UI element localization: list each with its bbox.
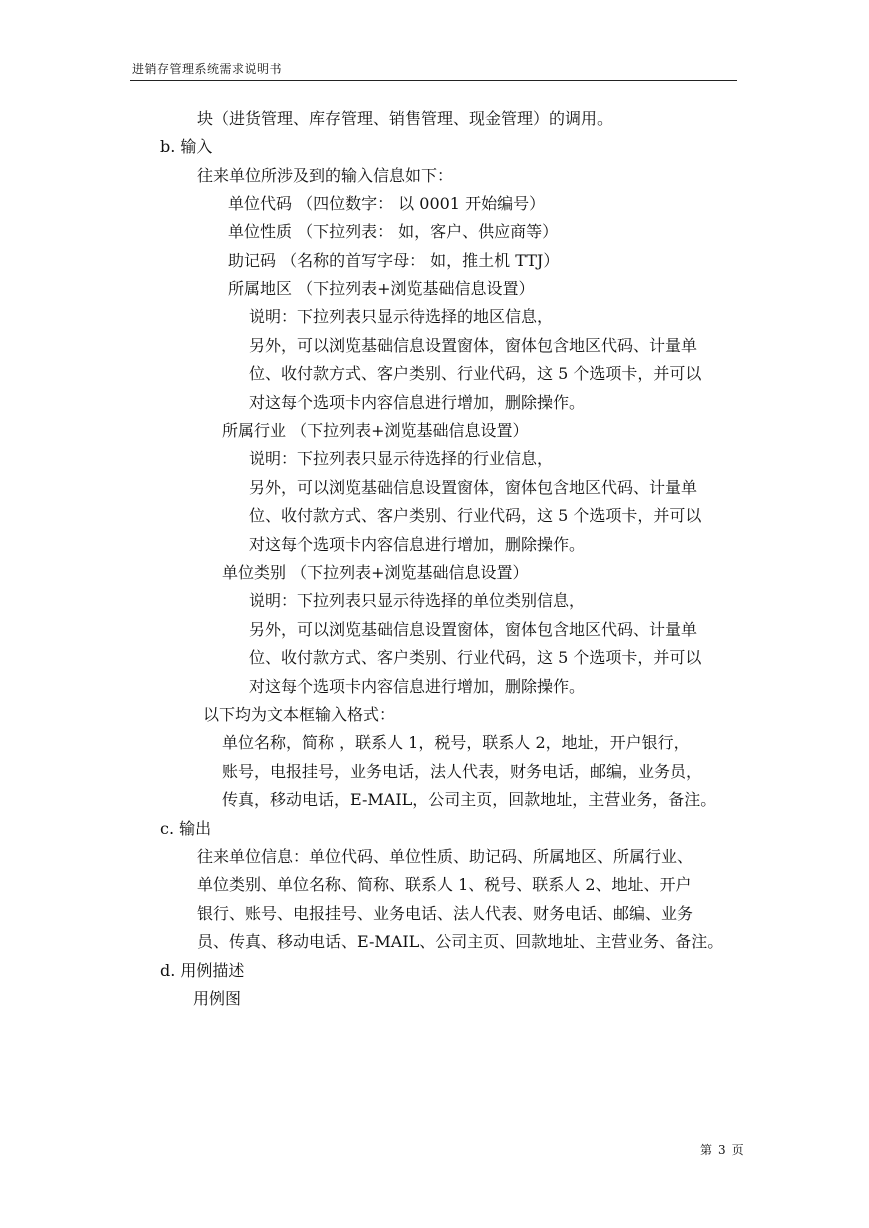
field-industry: 所属行业 （下拉列表+浏览基础信息设置） — [222, 421, 529, 440]
body-line: 说明：下拉列表只显示待选择的单位类别信息， — [249, 591, 586, 610]
body-line: 往来单位信息：单位代码、单位性质、助记码、所属地区、所属行业、 — [197, 847, 694, 866]
body-line: 单位类别、单位名称、简称、联系人 1、税号、联系人 2、地址、开户 — [197, 875, 692, 894]
body-line: 位、收付款方式、客户类别、行业代码，这 5 个选项卡，并可以 — [249, 506, 702, 525]
page-number — [697, 1141, 747, 1158]
page-number-suffix: 页 — [731, 1143, 744, 1157]
body-line: 另外，可以浏览基础信息设置窗体，窗体包含地区代码、计量单 — [249, 478, 698, 497]
page-number-value: 3 — [718, 1143, 726, 1157]
body-line: 位、收付款方式、客户类别、行业代码，这 5 个选项卡，并可以 — [249, 648, 702, 667]
page-number-prefix: 第 — [700, 1143, 713, 1157]
field-unit-category: 单位类别 （下拉列表+浏览基础信息设置） — [222, 563, 529, 582]
body-line: 另外，可以浏览基础信息设置窗体，窗体包含地区代码、计量单 — [249, 336, 698, 355]
field-unit-nature: 单位性质 （下拉列表： 如，客户、供应商等） — [228, 222, 559, 241]
section-heading-use-case: d. 用例描述 — [160, 961, 245, 980]
document-header-title: 进销存管理系统需求说明书 — [132, 62, 283, 76]
field-unit-code: 单位代码 （四位数字： 以 0001 开始编号） — [228, 194, 546, 213]
body-line: 员、传真、移动电话、E-MAIL、公司主页、回款地址、主营业务、备注。 — [197, 932, 724, 951]
body-line: 账号，电报挂号，业务电话，法人代表，财务电话，邮编，业务员， — [222, 762, 703, 781]
section-heading-output: c. 输出 — [160, 819, 212, 838]
body-line: 位、收付款方式、客户类别、行业代码，这 5 个选项卡，并可以 — [249, 364, 702, 383]
body-line: 另外，可以浏览基础信息设置窗体，窗体包含地区代码、计量单 — [249, 620, 698, 639]
body-line: 传真，移动电话，E-MAIL，公司主页，回款地址，主营业务，备注。 — [222, 790, 717, 809]
body-line: 对这每个选项卡内容信息进行增加，删除操作。 — [249, 535, 586, 554]
section-heading-input: b. 输入 — [160, 137, 213, 156]
body-line: 往来单位所涉及到的输入信息如下： — [197, 166, 454, 185]
body-line: 单位名称，简称 ，联系人 1，税号，联系人 2，地址，开户银行， — [222, 733, 690, 752]
body-line: 用例图 — [193, 989, 242, 1008]
body-line: 以下均为文本框输入格式： — [203, 705, 396, 724]
body-line: 银行、账号、电报挂号、业务电话、法人代表、财务电话、邮编、业务 — [197, 904, 694, 923]
header-divider — [130, 80, 737, 81]
field-mnemonic: 助记码 （名称的首写字母： 如，推土机 TTJ） — [228, 251, 560, 270]
body-line: 对这每个选项卡内容信息进行增加，删除操作。 — [249, 393, 586, 412]
body-line: 对这每个选项卡内容信息进行增加，删除操作。 — [249, 677, 586, 696]
body-line: 说明：下拉列表只显示待选择的地区信息， — [249, 307, 554, 326]
field-region: 所属地区 （下拉列表+浏览基础信息设置） — [228, 279, 535, 298]
body-line: 块（进货管理、库存管理、销售管理、现金管理）的调用。 — [197, 109, 614, 128]
body-line: 说明：下拉列表只显示待选择的行业信息， — [249, 449, 554, 468]
